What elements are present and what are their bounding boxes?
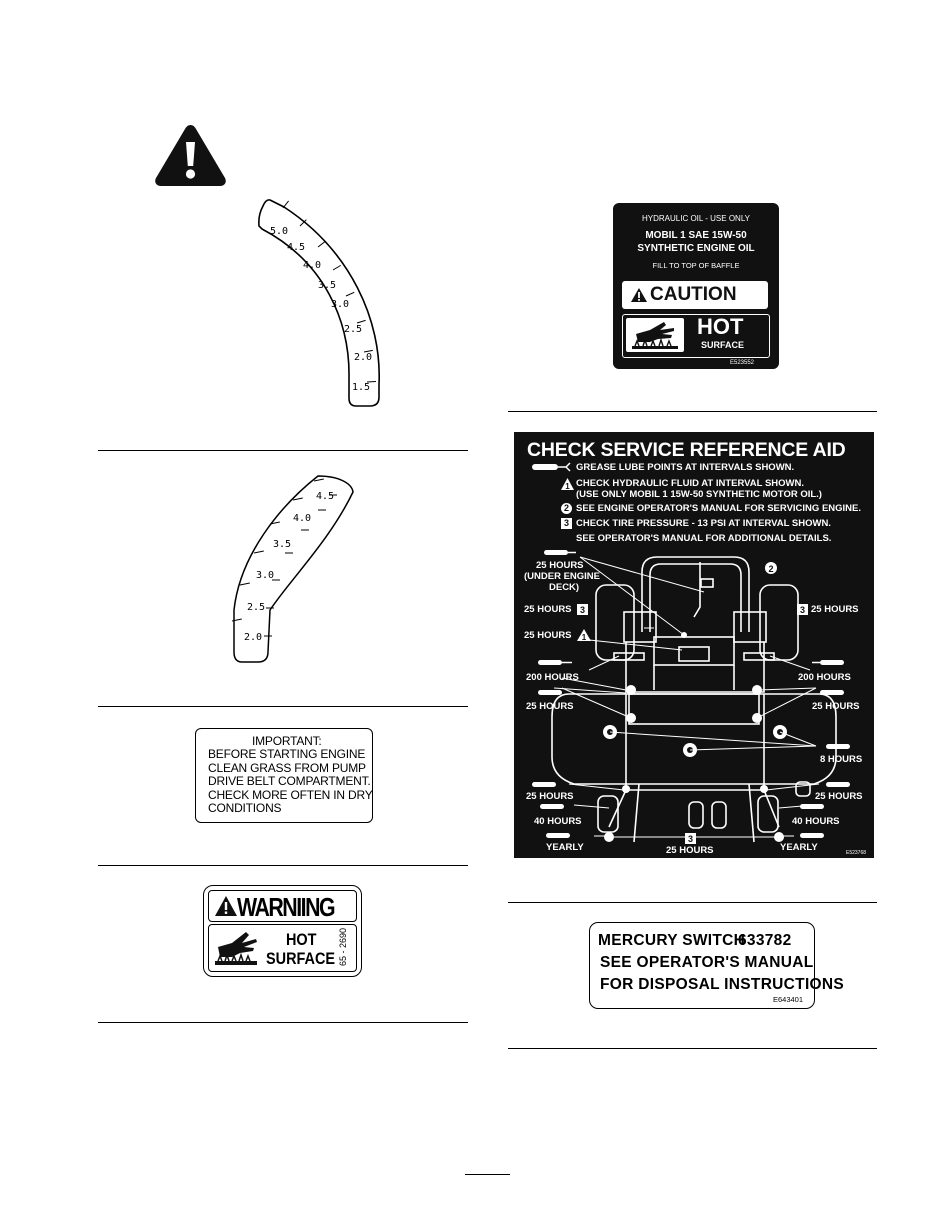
gauge-tick — [314, 479, 324, 481]
warning-surface: SURFACE — [266, 949, 336, 968]
label-under-deck-2: (UNDER ENGINE — [524, 571, 601, 582]
gauge-tick — [283, 201, 289, 208]
label-25-right: 25 HOURS — [812, 701, 860, 712]
important-line: BEFORE STARTING ENGINE — [208, 747, 366, 762]
gauge-tick — [293, 498, 303, 500]
hot-hand-icon — [628, 320, 682, 350]
legend-tire: CHECK TIRE PRESSURE - 13 PSI AT INTERVAL SHOWN. — [576, 518, 831, 529]
mercury-line1: MERCURY SWITCH — [598, 932, 746, 949]
hyd-line2: MOBIL 1 SAE 15W-50 — [645, 230, 747, 241]
gauge-tick-label: 2.5 — [247, 602, 266, 613]
legend-grease: GREASE LUBE POINTS AT INTERVALS SHOWN. — [576, 462, 795, 473]
oil-level-gauge-decal — [250, 195, 400, 415]
legend-manual: SEE OPERATOR'S MANUAL FOR ADDITIONAL DETAILS. — [576, 533, 832, 544]
legend-engine: SEE ENGINE OPERATOR'S MANUAL FOR SERVICING ENGINE. — [576, 503, 862, 514]
divider — [98, 1022, 468, 1023]
gauge-tick — [333, 265, 341, 270]
label-25-front-left: 25 HOURS — [526, 791, 574, 802]
hot-hand-icon — [212, 929, 260, 967]
hyd-hot: HOT — [697, 314, 744, 339]
divider — [98, 706, 468, 707]
warning-part-number: 65 - 2690 — [338, 927, 348, 966]
gauge-tick — [346, 292, 354, 296]
warning-triangle-icon — [214, 895, 238, 917]
legend-hydraulic-note: (USE ONLY MOBIL 1 15W-50 SYNTHETIC MOTOR OIL.) — [576, 489, 822, 500]
important-line: CHECK MORE OFTEN IN DRY — [208, 787, 373, 802]
important-line: CLEAN GRASS FROM PUMP — [208, 760, 366, 775]
divider — [98, 450, 468, 451]
gauge-tick-label: 4.5 — [316, 491, 335, 502]
warning-hot-surface-decal — [203, 885, 362, 977]
tire-badge-front: 3 — [687, 834, 694, 844]
tire-badge-left: 3 — [579, 605, 586, 615]
label-8-hours: 8 HOURS — [820, 754, 863, 765]
warning-hot: HOT — [286, 930, 317, 949]
label-tire-right: 25 HOURS — [811, 604, 859, 615]
caution-triangle-icon — [630, 287, 648, 303]
csr-code: E523768 — [846, 850, 867, 856]
label-200-right: 200 HOURS — [798, 672, 851, 683]
svg-text:1: 1 — [581, 633, 587, 642]
label-tire-left: 25 HOURS — [524, 604, 572, 615]
gauge-tick-label: 5.0 — [270, 226, 289, 237]
label-yearly-left: YEARLY — [546, 842, 584, 853]
hyd-surface: SURFACE — [701, 340, 745, 350]
hyd-line3: SYNTHETIC ENGINE OIL — [637, 243, 755, 254]
gauge-tick-label: 3.0 — [256, 570, 275, 581]
label-200-left: 200 HOURS — [526, 672, 579, 683]
label-25-left: 25 HOURS — [526, 701, 574, 712]
hyd-line4: FILL TO TOP OF BAFFLE — [652, 261, 740, 270]
gauge-tick-label: 2.0 — [244, 632, 263, 643]
hyd-line1: HYDRAULIC OIL - USE ONLY — [641, 214, 751, 223]
mercury-switch-decal — [589, 922, 845, 1009]
svg-text:1: 1 — [565, 482, 570, 490]
label-under-deck-3: DECK) — [549, 582, 580, 593]
engine-badge: 2 — [768, 564, 774, 574]
mercury-line2: SEE OPERATOR'S MANUAL — [600, 954, 814, 971]
gauge-tick-label: 4.5 — [287, 242, 306, 253]
caution-label: CAUTION — [650, 284, 737, 305]
gauge-tick-label: 3.5 — [273, 539, 292, 550]
gauge-tick — [318, 241, 325, 247]
label-yearly-right: YEARLY — [780, 842, 818, 853]
gauge-tick-label: 3.0 — [331, 299, 350, 310]
label-under-deck: 25 HOURS — [536, 560, 584, 571]
gauge-tick — [254, 551, 264, 553]
warning-header: WARNIING — [237, 892, 335, 922]
important-line: DRIVE BELT COMPARTMENT. — [208, 774, 371, 789]
gauge-tick-label: 1.5 — [352, 382, 371, 393]
hydraulic-oil-decal — [613, 203, 779, 369]
page-number-rule — [465, 1174, 510, 1175]
mercury-part: 633782 — [738, 932, 792, 949]
divider — [508, 1048, 877, 1049]
warning-triangle-icon — [153, 122, 228, 188]
divider — [508, 902, 877, 903]
engine-badge-icon: 2 — [561, 503, 572, 514]
mercury-line3: FOR DISPOSAL INSTRUCTIONS — [600, 976, 845, 993]
gauge-tick-label: 3.5 — [318, 280, 337, 291]
important-decal — [195, 728, 373, 823]
gauge-tick — [240, 583, 250, 585]
label-40-right: 40 HOURS — [792, 816, 840, 827]
gauge-tick-label: 2.0 — [354, 352, 373, 363]
important-line: CONDITIONS — [208, 801, 282, 816]
tire-badge-icon: 3 — [561, 518, 572, 529]
label-40-left: 40 HOURS — [534, 816, 582, 827]
gauge-tick-label: 4.0 — [293, 513, 312, 524]
divider — [508, 411, 877, 412]
divider — [98, 865, 468, 866]
gauge-tick-label: 4.0 — [303, 260, 322, 271]
csr-title: CHECK SERVICE REFERENCE AID — [527, 439, 846, 461]
label-25-front-right: 25 HOURS — [815, 791, 863, 802]
important-title: IMPORTANT: — [252, 734, 322, 748]
hyd-code: E523552 — [730, 360, 755, 366]
tire-badge-right: 3 — [799, 605, 806, 615]
gauge-tick — [357, 320, 366, 323]
check-service-reference-decal — [514, 432, 874, 858]
legend-hydraulic: CHECK HYDRAULIC FLUID AT INTERVAL SHOWN. — [576, 478, 804, 489]
oil-level-gauge-decal-2 — [225, 468, 360, 668]
gauge-tick-label: 2.5 — [344, 324, 363, 335]
mercury-code: E643401 — [773, 995, 804, 1004]
label-hydraulic: 25 HOURS — [524, 630, 572, 641]
label-25-center: 25 HOURS — [666, 845, 714, 856]
